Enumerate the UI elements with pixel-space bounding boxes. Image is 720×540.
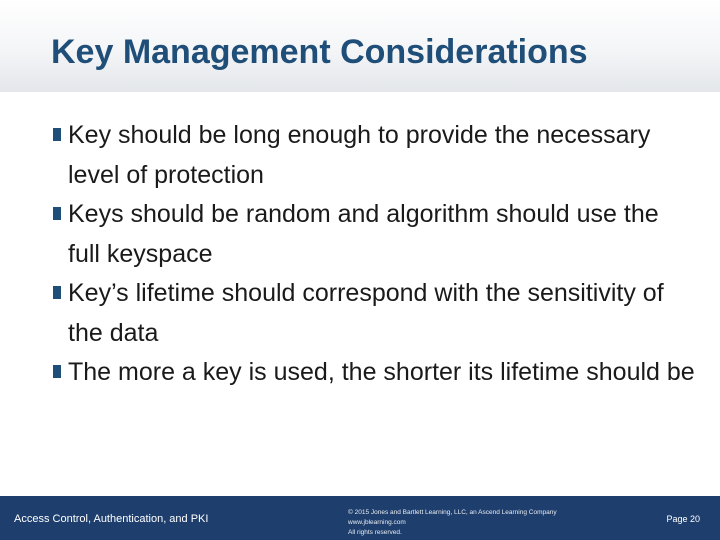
footer-bar xyxy=(0,496,720,540)
bullet-item xyxy=(47,116,697,195)
bullet-item xyxy=(47,195,697,274)
bullet-text: Key should be long enough to provide the necessary level of protection xyxy=(68,121,651,189)
footer-course-title: Access Control, Authentication, and PKI xyxy=(14,513,209,525)
square-bullet-icon xyxy=(53,207,61,220)
page-number: Page 20 xyxy=(666,514,700,524)
square-bullet-icon xyxy=(53,286,61,299)
rights-line: All rights reserved. xyxy=(348,529,402,536)
square-bullet-icon xyxy=(53,128,61,141)
website-link[interactable]: www.jblearning.com xyxy=(348,519,406,526)
bullet-text: Key’s lifetime should correspond with the sensitivity of the data xyxy=(68,279,664,347)
bullet-text: Keys should be random and algorithm should use the full keyspace xyxy=(68,200,659,268)
bullet-text: The more a key is used, the shorter its lifetime should be xyxy=(68,358,695,386)
bullet-item xyxy=(47,274,697,353)
bullet-item xyxy=(47,353,697,393)
bullet-list xyxy=(47,116,697,393)
copyright-line: © 2015 Jones and Bartlett Learning, LLC, an Ascend Learning Company xyxy=(348,509,557,516)
slide-title: Key Management Considerations xyxy=(51,33,588,71)
square-bullet-icon xyxy=(53,365,61,378)
title-bar xyxy=(0,0,720,92)
footer-copyright xyxy=(348,508,557,538)
